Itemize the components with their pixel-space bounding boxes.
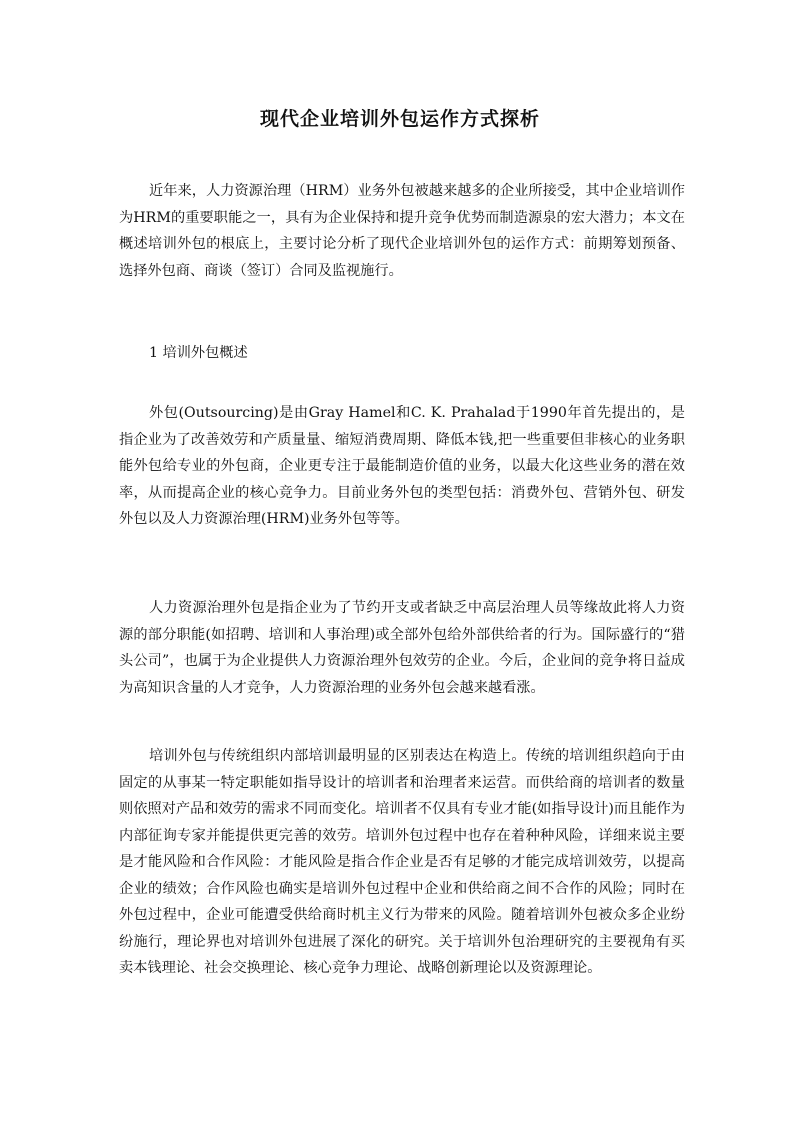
document-title: 现代企业培训外包运作方式探析 (259, 108, 540, 130)
body-paragraph: 人力资源治理外包是指企业为了节约开支或者缺乏中高层治理人员等缘故此将人力资源的部分职能(如招聘、培训和人事治理)或全部外包给外部供给者的行为。国际盛行的“猎头公司”，也属于为企业提供人力资源治理外包效劳的企业。今后，企业间的竞争将日益成为高知识含量的人才竞争，人力资源治理的业务外包会越来越看涨。 (119, 600, 685, 696)
body-paragraph: 外包(Outsourcing)是由Gray Hamel和C. K. Prahalad于1990年首先提出的，是指企业为了改善效劳和产质量量、缩短消费周期、降低本钱,把一些重要但非核心的业务职能外包给专业的外包商，企业更专注于最能制造价值的业务，以最大化这些业务的潜在效率，从而提高企业的核心竞争力。目前业务外包的类型包括：消费外包、营销外包、研发外包以及人力资源治理(HRM)业务外包等等。 (119, 405, 685, 527)
body-paragraph: 培训外包与传统组织内部培训最明显的区别表达在构造上。传统的培训组织趋向于由固定的从事某一特定职能如指导设计的培训者和治理者来运营。而供给商的培训者的数量则依照对产品和效劳的需求不同而变化。培训者不仅具有专业才能(如指导设计)而且能作为内部征询专家并能提供更完善的效劳。培训外包过程中也存在着种种风险，详细来说主要是才能风险和合作风险：才能风险是指合作企业是否有足够的才能完成培训效劳，以提高企业的绩效；合作风险也确实是培训外包过程中企业和供给商之间不合作的风险；同时在外包过程中，企业可能遭受供给商时机主义行为带来的风险。随着培训外包被众多企业纷纷施行，理论界也对培训外包进展了深化的研究。关于培训外包治理研究的主要视角有买卖本钱理论、社会交换理论、核心竞争力理论、战略创新理论以及资源理论。 (119, 748, 685, 976)
abstract-paragraph: 近年来，人力资源治理（HRM）业务外包被越来越多的企业所接受，其中企业培训作为HRM的重要职能之一，具有为企业保持和提升竞争优势而制造源泉的宏大潜力；本文在概述培训外包的根底上，主要讨论分析了现代企业培训外包的运作方式：前期筹划预备、选择外包商、商谈（签订）合同及监视施行。 (119, 183, 685, 279)
section-heading: 1 培训外包概述 (149, 345, 248, 361)
